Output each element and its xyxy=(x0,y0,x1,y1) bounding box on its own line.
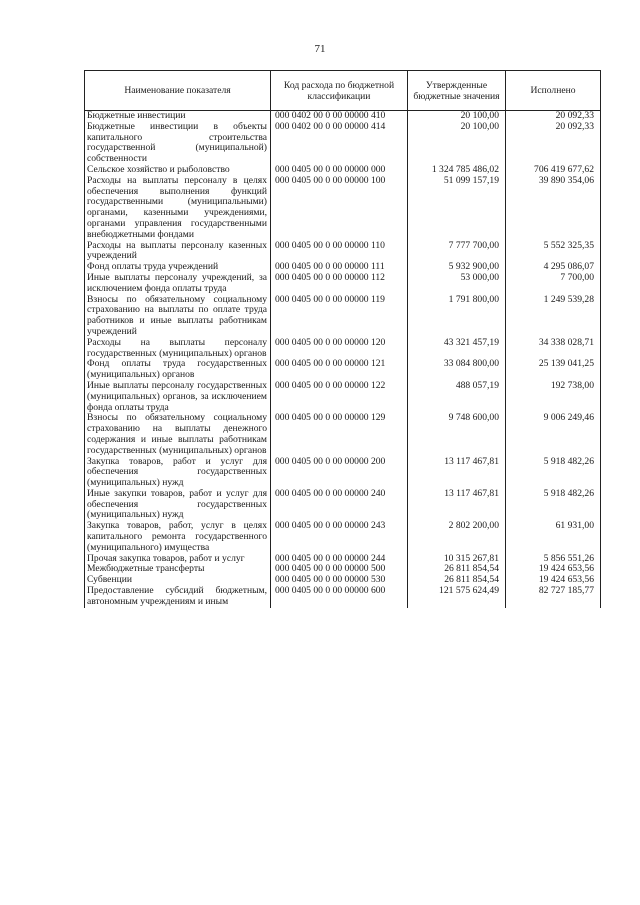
row-expense-code: 000 0402 00 0 00 00000 410 xyxy=(271,111,408,122)
table-row xyxy=(85,489,601,521)
row-approved-value: 13 117 467,81 xyxy=(408,457,506,489)
row-approved-value: 26 811 854,54 xyxy=(408,575,506,586)
row-executed-value: 5 918 482,26 xyxy=(506,489,601,521)
row-executed-value: 19 424 653,56 xyxy=(506,564,601,575)
table-row xyxy=(85,176,601,241)
row-expense-code: 000 0405 00 0 00 00000 111 xyxy=(271,262,408,273)
table-body xyxy=(85,111,601,608)
row-approved-value: 33 084 800,00 xyxy=(408,359,506,381)
row-indicator-name: Иные закупки товаров, работ и услуг для обеспечения государственных (муниципальных) нужд xyxy=(85,489,271,521)
row-approved-value: 2 802 200,00 xyxy=(408,521,506,553)
row-executed-value: 7 700,00 xyxy=(506,273,601,295)
row-executed-value: 5 552 325,35 xyxy=(506,241,601,263)
row-approved-value: 1 324 785 486,02 xyxy=(408,165,506,176)
row-executed-value: 61 931,00 xyxy=(506,521,601,553)
table-row xyxy=(85,273,601,295)
row-expense-code: 000 0405 00 0 00 00000 240 xyxy=(271,489,408,521)
row-expense-code: 000 0405 00 0 00 00000 120 xyxy=(271,338,408,360)
row-indicator-name: Иные выплаты персоналу государственных (муниципальных) органов, за исключением фонда оплаты труда xyxy=(85,381,271,413)
row-indicator-name: Бюджетные инвестиции xyxy=(85,111,271,122)
page-number: 71 xyxy=(314,43,326,55)
header-expense-code: Код расхода по бюджетной классификации xyxy=(271,71,408,111)
row-indicator-name: Взносы по обязательному социальному страхованию на выплаты по оплате труда работников и иные выплаты работникам учреждений xyxy=(85,295,271,338)
row-indicator-name: Предоставление субсидий бюджетным, автономным учреждениям и иным xyxy=(85,586,271,608)
row-approved-value: 43 321 457,19 xyxy=(408,338,506,360)
row-indicator-name: Закупка товаров, работ, услуг в целях капитального ремонта государственного (муниципального) имущества xyxy=(85,521,271,553)
table-row xyxy=(85,122,601,165)
row-indicator-name: Фонд оплаты труда государственных (муниципальных) органов xyxy=(85,359,271,381)
row-approved-value: 13 117 467,81 xyxy=(408,489,506,521)
row-indicator-name: Закупка товаров, работ и услуг для обеспечения государственных (муниципальных) нужд xyxy=(85,457,271,489)
row-expense-code: 000 0405 00 0 00 00000 121 xyxy=(271,359,408,381)
row-approved-value: 9 748 600,00 xyxy=(408,413,506,456)
header-executed: Исполнено xyxy=(506,71,601,111)
table-row xyxy=(85,241,601,263)
row-expense-code: 000 0405 00 0 00 00000 129 xyxy=(271,413,408,456)
row-approved-value: 1 791 800,00 xyxy=(408,295,506,338)
row-approved-value: 51 099 157,19 xyxy=(408,176,506,241)
row-indicator-name: Расходы на выплаты персоналу государственных (муниципальных) органов xyxy=(85,338,271,360)
row-executed-value: 82 727 185,77 xyxy=(506,586,601,608)
row-executed-value: 706 419 677,62 xyxy=(506,165,601,176)
row-approved-value: 7 777 700,00 xyxy=(408,241,506,263)
row-executed-value: 34 338 028,71 xyxy=(506,338,601,360)
row-expense-code: 000 0405 00 0 00 00000 243 xyxy=(271,521,408,553)
row-expense-code: 000 0405 00 0 00 00000 000 xyxy=(271,165,408,176)
row-approved-value: 121 575 624,49 xyxy=(408,586,506,608)
row-approved-value: 26 811 854,54 xyxy=(408,564,506,575)
table-row xyxy=(85,338,601,360)
row-approved-value: 20 100,00 xyxy=(408,122,506,165)
header-approved-values: Утвержденные бюджетные значения xyxy=(408,71,506,111)
row-executed-value: 192 738,00 xyxy=(506,381,601,413)
row-expense-code: 000 0402 00 0 00 00000 414 xyxy=(271,122,408,165)
row-expense-code: 000 0405 00 0 00 00000 110 xyxy=(271,241,408,263)
row-executed-value: 4 295 086,07 xyxy=(506,262,601,273)
row-indicator-name: Взносы по обязательному социальному страхованию на выплаты денежного содержания и иные выплаты работникам государственных (муниципальных) органов xyxy=(85,413,271,456)
row-approved-value: 20 100,00 xyxy=(408,111,506,122)
row-executed-value: 20 092,33 xyxy=(506,122,601,165)
row-approved-value: 53 000,00 xyxy=(408,273,506,295)
table-row xyxy=(85,457,601,489)
row-indicator-name: Бюджетные инвестиции в объекты капитального строительства государственной (муниципальной) собственности xyxy=(85,122,271,165)
row-indicator-name: Иные выплаты персоналу учреждений, за исключением фонда оплаты труда xyxy=(85,273,271,295)
row-expense-code: 000 0405 00 0 00 00000 100 xyxy=(271,176,408,241)
table-row xyxy=(85,381,601,413)
row-approved-value: 10 315 267,81 xyxy=(408,554,506,565)
row-executed-value: 9 006 249,46 xyxy=(506,413,601,456)
row-approved-value: 488 057,19 xyxy=(408,381,506,413)
row-expense-code: 000 0405 00 0 00 00000 200 xyxy=(271,457,408,489)
row-expense-code: 000 0405 00 0 00 00000 122 xyxy=(271,381,408,413)
row-executed-value: 25 139 041,25 xyxy=(506,359,601,381)
row-expense-code: 000 0405 00 0 00 00000 500 xyxy=(271,564,408,575)
row-executed-value: 19 424 653,56 xyxy=(506,575,601,586)
row-indicator-name: Сельское хозяйство и рыболовство xyxy=(85,165,271,176)
table-row xyxy=(85,359,601,381)
row-executed-value: 20 092,33 xyxy=(506,111,601,122)
row-approved-value: 5 932 900,00 xyxy=(408,262,506,273)
row-expense-code: 000 0405 00 0 00 00000 112 xyxy=(271,273,408,295)
row-indicator-name: Межбюджетные трансферты xyxy=(85,564,271,575)
row-expense-code: 000 0405 00 0 00 00000 119 xyxy=(271,295,408,338)
row-executed-value: 5 918 482,26 xyxy=(506,457,601,489)
row-indicator-name: Фонд оплаты труда учреждений xyxy=(85,262,271,273)
table-row xyxy=(85,586,601,608)
budget-execution-table xyxy=(84,70,601,608)
table-row xyxy=(85,413,601,456)
row-executed-value: 1 249 539,28 xyxy=(506,295,601,338)
row-expense-code: 000 0405 00 0 00 00000 244 xyxy=(271,554,408,565)
table-row xyxy=(85,295,601,338)
row-executed-value: 5 856 551,26 xyxy=(506,554,601,565)
row-expense-code: 000 0405 00 0 00 00000 530 xyxy=(271,575,408,586)
table-header xyxy=(85,71,601,111)
row-indicator-name: Расходы на выплаты персоналу в целях обеспечения выполнения функций государственными (муниципальными) органами, казенными учреждениями, органами управления государственными внебюджетными фондами xyxy=(85,176,271,241)
row-indicator-name: Субвенции xyxy=(85,575,271,586)
header-indicator-name: Наименование показателя xyxy=(85,71,271,111)
row-indicator-name: Расходы на выплаты персоналу казенных учреждений xyxy=(85,241,271,263)
row-expense-code: 000 0405 00 0 00 00000 600 xyxy=(271,586,408,608)
row-indicator-name: Прочая закупка товаров, работ и услуг xyxy=(85,554,271,565)
table-row xyxy=(85,521,601,553)
row-executed-value: 39 890 354,06 xyxy=(506,176,601,241)
